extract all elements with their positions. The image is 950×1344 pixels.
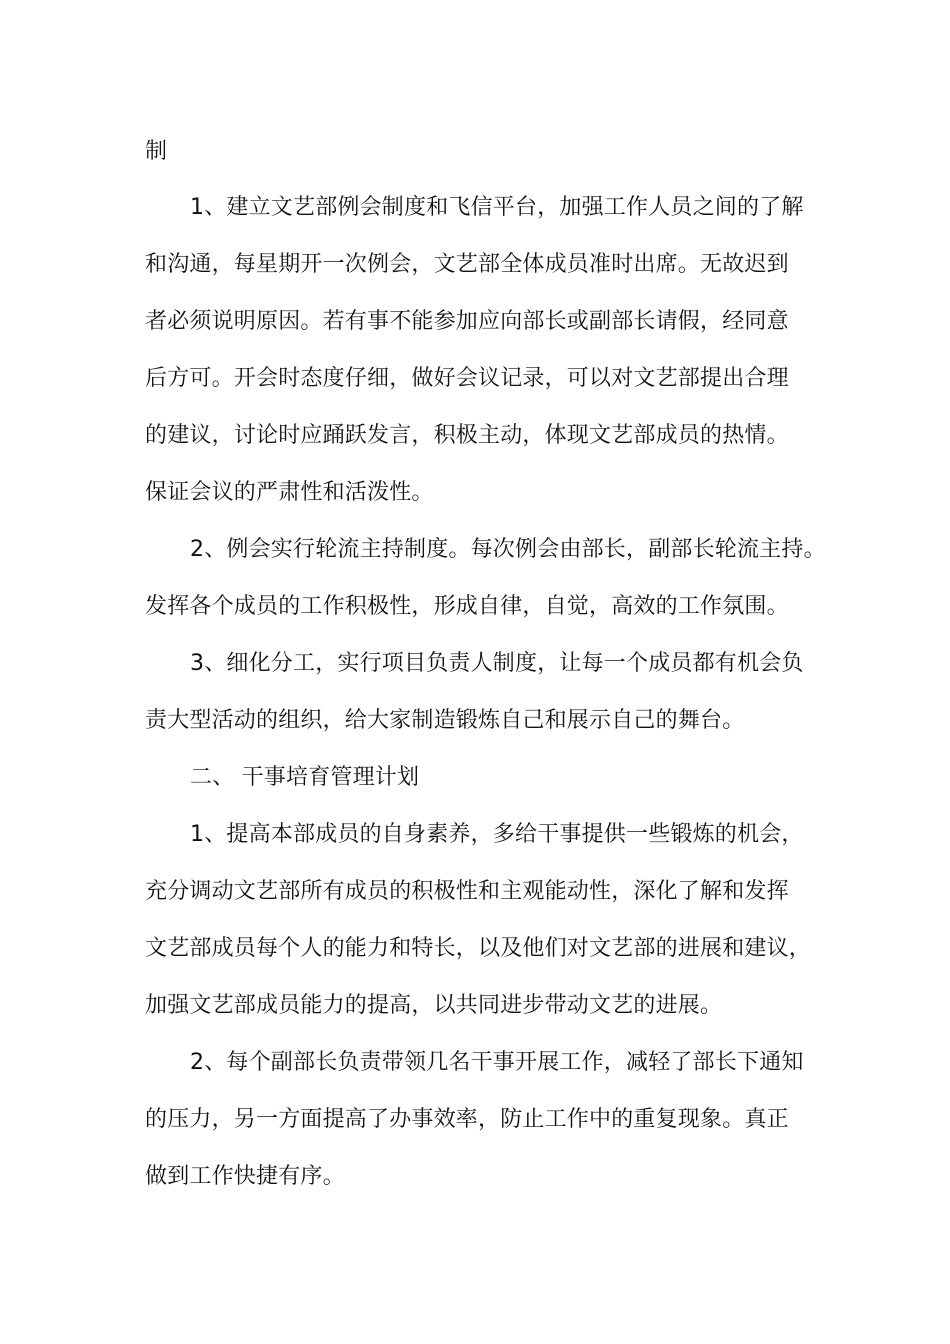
text-line: 后方可。开会时态度仔细，做好会议记录，可以对文艺部提出合理 <box>145 366 789 391</box>
text-line: 和沟通，每星期开一次例会，文艺部全体成员准时出席。无故迟到 <box>145 252 789 277</box>
section-heading: 二、 干事培育管理计划 <box>190 765 420 790</box>
text-line: 加强文艺部成员能力的提高，以共同进步带动文艺的进展。 <box>145 993 723 1018</box>
text-line: 的压力，另一方面提高了办事效率，防止工作中的重复现象。真正 <box>145 1107 789 1132</box>
text-line: 充分调动文艺部所有成员的积极性和主观能动性，深化了解和发挥 <box>145 879 789 904</box>
paragraph-4-start: 1、提高本部成员的自身素养，多给干事提供一些锻炼的机会， <box>190 822 804 847</box>
text-line: 责大型活动的组织，给大家制造锻炼自己和展示自己的舞台。 <box>145 708 745 733</box>
paragraph-3-start: 3、细化分工，实行项目负责人制度，让每一个成员都有机会负 <box>190 651 804 676</box>
paragraph-2-start: 2、例会实行轮流主持制度。每次例会由部长，副部长轮流主持。 <box>190 537 826 562</box>
paragraph-5-start: 2、每个副部长负责带领几名干事开展工作，减轻了部长下通知 <box>190 1050 804 1075</box>
text-line: 发挥各个成员的工作积极性，形成自律，自觉，高效的工作氛围。 <box>145 594 789 619</box>
text-line: 做到工作快捷有序。 <box>145 1164 345 1189</box>
text-line: 制 <box>145 139 168 164</box>
text-line: 者必须说明原因。若有事不能参加应向部长或副部长请假，经同意 <box>145 309 789 334</box>
text-line: 的建议，讨论时应踊跃发言，积极主动，体现文艺部成员的热情。 <box>145 423 789 448</box>
text-line: 文艺部成员每个人的能力和特长，以及他们对文艺部的进展和建议， <box>145 936 812 961</box>
text-line: 保证会议的严肃性和活泼性。 <box>145 480 434 505</box>
paragraph-1-start: 1、建立文艺部例会制度和飞信平台，加强工作人员之间的了解 <box>190 195 804 220</box>
